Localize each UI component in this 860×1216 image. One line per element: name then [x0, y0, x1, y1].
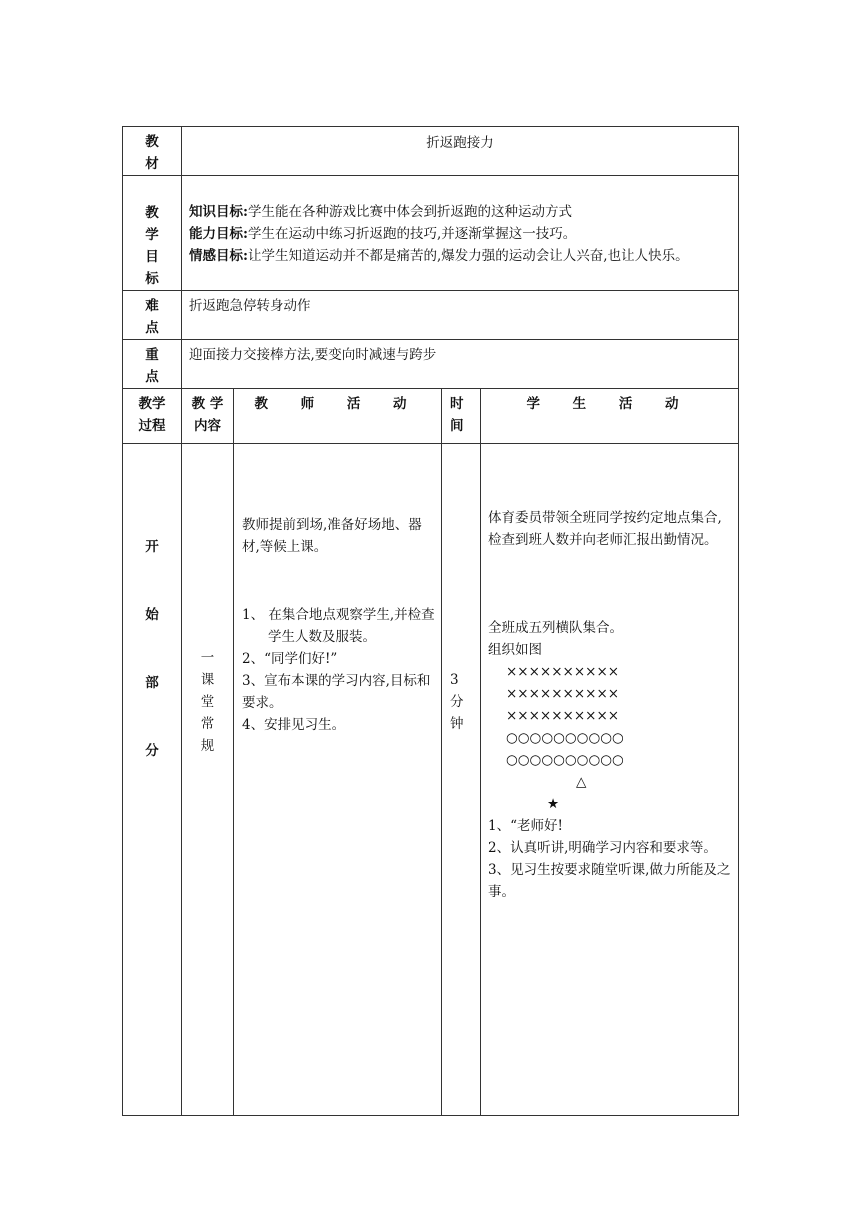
teacher-step: 2、“同学们好!”	[242, 651, 338, 667]
activity-header-row	[123, 389, 739, 444]
header-content: 教 学 内容	[182, 389, 234, 444]
triangle-marker: △	[576, 774, 587, 790]
difficulty-label: 难 点	[123, 291, 182, 340]
student-gather: 全班成五列横队集合。	[488, 620, 623, 636]
material-label: 教 材	[123, 127, 182, 176]
student-step: 2、认真听讲,明确学习内容和要求等。	[488, 840, 717, 856]
teacher-step: 3、宣布本课的学习内容,目标和要求。	[242, 673, 431, 711]
difficulty-text: 折返跑急停转身动作	[182, 291, 739, 340]
teacher-activity-cell	[234, 444, 442, 1116]
key-point-label: 重 点	[123, 340, 182, 389]
key-point-row	[123, 340, 739, 389]
formation-row: ××××××××××	[506, 686, 620, 702]
section-time-cell: 3 分 钟	[442, 444, 481, 1116]
objectives-label: 教 学 目 标	[123, 176, 182, 291]
material-row	[123, 127, 739, 176]
lesson-plan-table	[122, 126, 739, 1116]
star-marker: ★	[547, 796, 560, 812]
student-activity-cell	[481, 444, 739, 1116]
objective-emotion: 情感目标:让学生知道运动并不都是痛苦的,爆发力强的运动会让人兴奋,也让人快乐。	[189, 248, 689, 264]
section-part-label: 开 始 部 分	[123, 444, 182, 1116]
teacher-intro: 教师提前到场,准备好场地、器材,等候上课。	[242, 517, 422, 555]
objective-knowledge: 知识目标:学生能在各种游戏比赛中体会到折返跑的这种运动方式	[189, 204, 572, 220]
formation-diagram	[488, 661, 732, 771]
key-point-text: 迎面接力交接棒方法,要变向时减速与跨步	[182, 340, 739, 389]
header-student-activity: 学 生 活 动	[481, 389, 739, 444]
teacher-step: 4、安排见习生。	[242, 717, 346, 733]
teacher-step: 1、 在集合地点观察学生,并检查学生人数及服装。	[242, 607, 435, 645]
header-process: 教学 过程	[123, 389, 182, 444]
student-step: 3、见习生按要求随堂听课,做力所能及之事。	[488, 862, 731, 900]
formation-row: ××××××××××	[506, 664, 620, 680]
objective-ability: 能力目标:学生在运动中练习折返跑的技巧,并逐渐掌握这一技巧。	[189, 226, 577, 242]
formation-row: ○○○○○○○○○○	[506, 752, 624, 768]
formation-row: ○○○○○○○○○○	[506, 730, 624, 746]
section-content-label: 一 课 堂 常 规	[182, 444, 234, 1116]
header-time: 时 间	[442, 389, 481, 444]
objectives-row	[123, 176, 739, 291]
student-intro: 体育委员带领全班同学按约定地点集合,检查到班人数并向老师汇报出勤情况。	[488, 510, 722, 548]
lesson-title: 折返跑接力	[182, 127, 739, 176]
formation-row: ××××××××××	[506, 708, 620, 724]
opening-section-row	[123, 444, 739, 1116]
student-org-label: 组织如图	[488, 642, 542, 658]
header-teacher-activity: 教 师 活 动	[234, 389, 442, 444]
student-step: 1、“老师好!	[488, 818, 563, 834]
objectives-content	[182, 176, 739, 291]
difficulty-row	[123, 291, 739, 340]
